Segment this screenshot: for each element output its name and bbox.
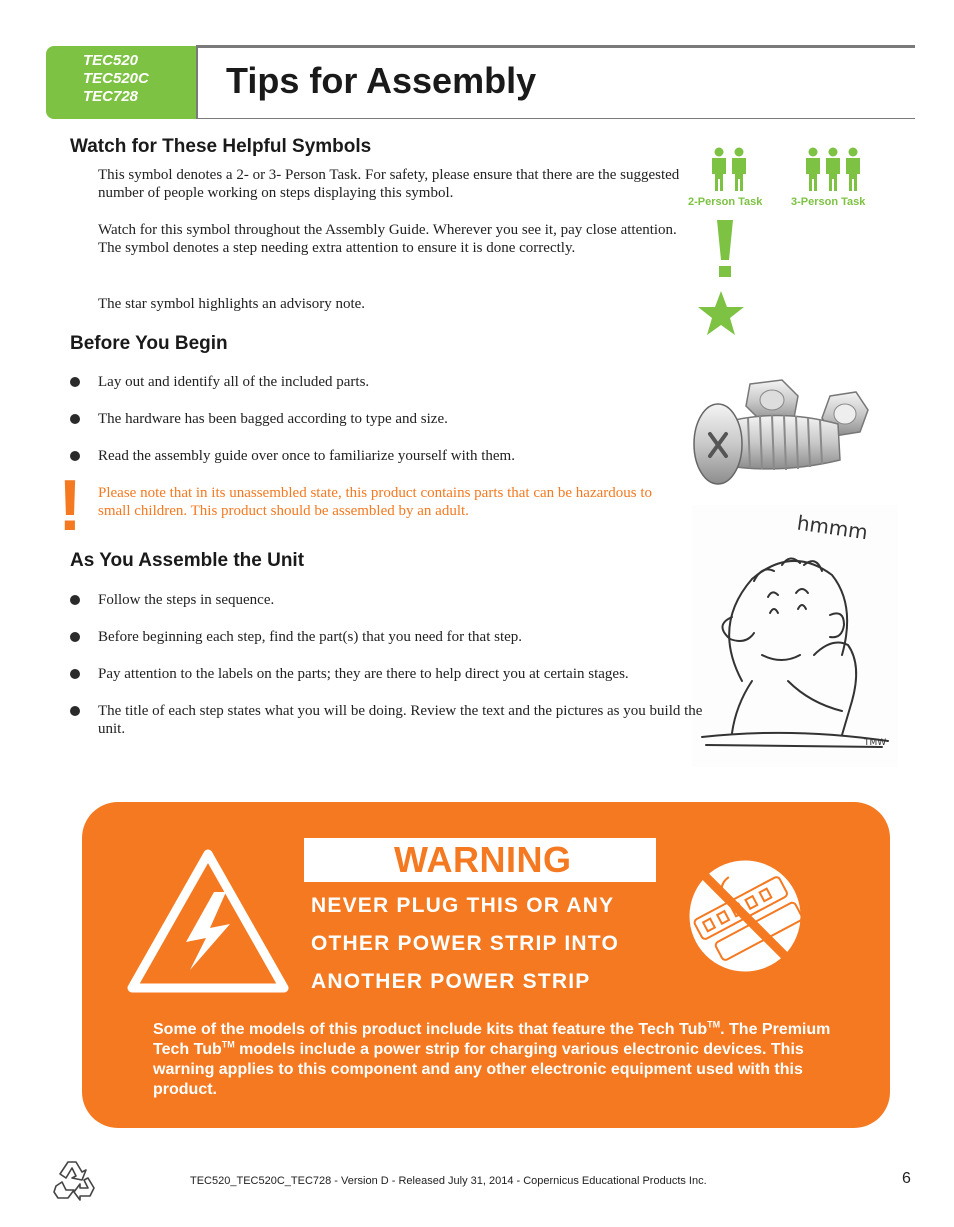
- bullet-icon: [70, 632, 80, 642]
- list-item-text: Pay attention to the labels on the parts; they are there to help direct you at certain stages.: [98, 666, 629, 682]
- thinking-man-illustration: [692, 505, 898, 767]
- star-text: The star symbol highlights an advisory note.: [98, 296, 366, 312]
- caution-exclamation-icon: !: [58, 466, 82, 546]
- recycle-icon: [52, 1158, 98, 1202]
- footer-text: TEC520_TEC520C_TEC728 - Version D - Released July 31, 2014 - Copernicus Educational Products Inc.: [190, 1175, 707, 1187]
- two-person-label: 2-Person Task: [688, 196, 763, 208]
- warning-line: OTHER POWER STRIP INTO: [311, 932, 619, 955]
- electric-hazard-icon: [126, 848, 290, 994]
- attention-exclamation-icon: [713, 220, 737, 278]
- model-name: TEC728: [83, 88, 139, 105]
- caution-note: Please note that in its unassembled state, this product contains parts that can be hazardous to small children. This product should be assembled by an adult.: [98, 485, 653, 519]
- warning-title-box: [304, 838, 656, 882]
- symbols-heading: Watch for These Helpful Symbols: [70, 136, 372, 157]
- warning-body-text: . The Premium Tech Tub: [153, 1021, 831, 1058]
- header-rule-bottom: [196, 118, 915, 119]
- hardware-bolts-illustration: [690, 378, 872, 490]
- before-heading: Before You Begin: [70, 333, 228, 354]
- warning-line: ANOTHER POWER STRIP: [311, 970, 591, 993]
- attention-text: Watch for this symbol throughout the Assembly Guide. Wherever you see it, pay close attention. The symbol denotes a step needing extra attention to ensure it is done correctly.: [98, 222, 677, 256]
- warning-panel: [82, 802, 890, 1128]
- list-item-text: Follow the steps in sequence.: [98, 592, 275, 608]
- three-person-label: 3-Person Task: [791, 196, 866, 208]
- star-icon: [697, 290, 745, 336]
- person-task-text: This symbol denotes a 2- or 3- Person Task. For safety, please ensure that there are the suggested number of people working on steps displaying this symbol.: [98, 167, 680, 201]
- thought-text: hmmm: [795, 510, 870, 545]
- header-divider: [196, 46, 198, 119]
- bullet-icon: [70, 414, 80, 424]
- list-item-text: Before beginning each step, find the part(s) that you need for that step.: [98, 629, 523, 645]
- warning-body: [153, 1020, 833, 1100]
- list-item-text: The hardware has been bagged according to type and size.: [98, 411, 448, 427]
- model-name: TEC520: [83, 52, 139, 69]
- warning-body-text: models include a power strip for charging various electronic devices. This warning applies to this component and any other electronic equipment used with this product.: [153, 1041, 804, 1098]
- bullet-icon: [70, 669, 80, 679]
- list-item-text: Lay out and identify all of the included parts.: [98, 374, 370, 390]
- bullet-icon: [70, 595, 80, 605]
- list-item-text: Read the assembly guide over once to familiarize yourself with them.: [98, 448, 515, 464]
- bullet-icon: [70, 706, 80, 716]
- no-power-strip-icon: [675, 846, 815, 986]
- warning-title: WARNING: [394, 839, 572, 880]
- trademark-mark: TM: [707, 1019, 721, 1030]
- assemble-heading: As You Assemble the Unit: [70, 550, 305, 571]
- two-person-icon: [710, 146, 750, 192]
- bullet-icon: [70, 377, 80, 387]
- model-tab: [46, 46, 196, 119]
- warning-line: NEVER PLUG THIS OR ANY: [311, 894, 615, 917]
- model-name: TEC520C: [83, 70, 149, 87]
- header-rule-top: [196, 45, 915, 48]
- trademark-mark: TM: [221, 1039, 235, 1050]
- page-number: 6: [902, 1170, 911, 1187]
- three-person-icon: [804, 146, 862, 192]
- bullet-icon: [70, 451, 80, 461]
- warning-body-text: Some of the models of this product include kits that feature the Tech Tub: [153, 1021, 708, 1038]
- list-item-text: The title of each step states what you will be doing. Review the text and the pictures as you build the unit.: [98, 703, 703, 737]
- artist-signature: TMW: [864, 738, 887, 748]
- page-title: Tips for Assembly: [226, 60, 537, 101]
